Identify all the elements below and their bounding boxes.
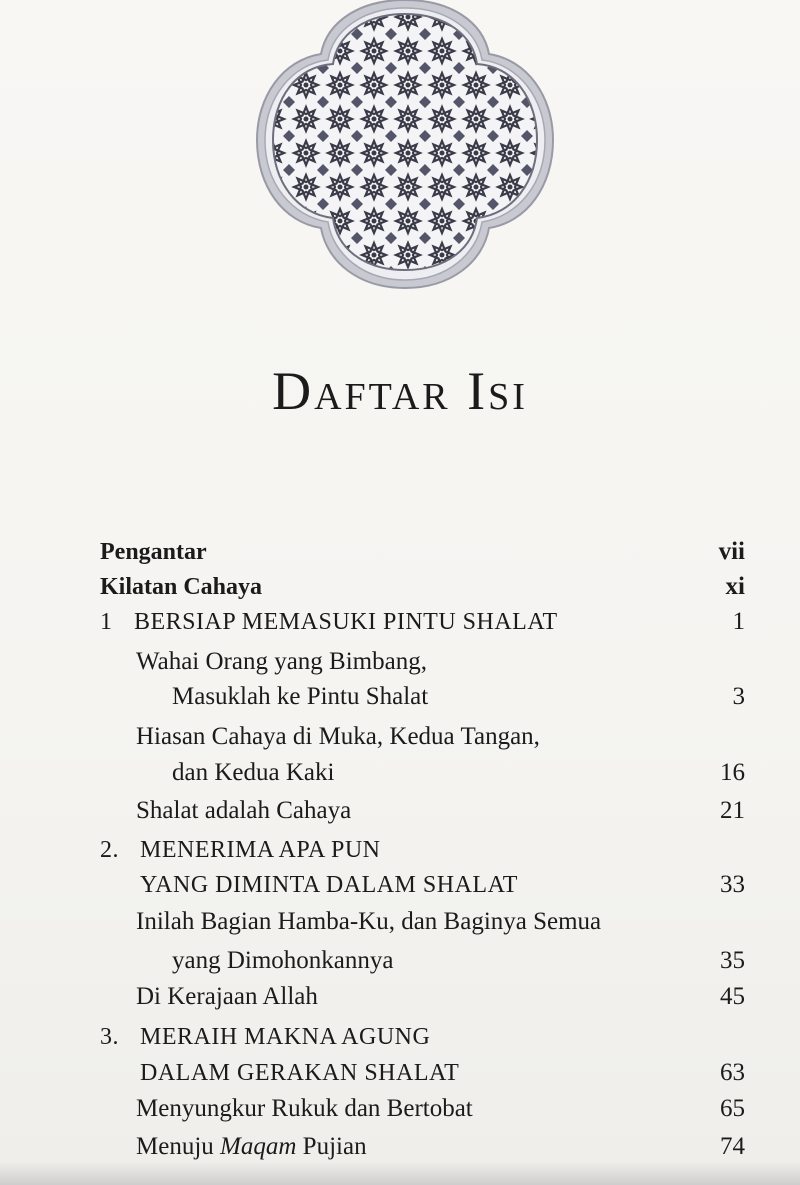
toc-entry-text: Menuju — [136, 1133, 221, 1160]
toc-entry-page: vii — [718, 538, 745, 565]
toc-entry-text: Inilah Bagian Hamba-Ku, dan Baginya Semua — [136, 908, 602, 935]
toc-entry-text: Hiasan Cahaya di Muka, Kedua Tangan, — [136, 723, 540, 750]
toc-entry-text: yang Dimohonkannya — [172, 947, 394, 974]
toc-entry-page: 65 — [720, 1095, 745, 1122]
toc-entry-text: Di Kerajaan Allah — [136, 983, 318, 1010]
toc-subentry — [100, 978, 745, 1016]
toc-entry-page: 3 — [732, 683, 745, 710]
chapter-title: MERAIH MAKNA AGUNG — [140, 1024, 431, 1050]
page-edge-shadow — [0, 1161, 800, 1185]
toc-entry-pengantar — [100, 533, 745, 571]
toc-subentry-continued — [100, 942, 745, 980]
toc-chapter-2 — [100, 831, 745, 869]
toc-entry-text: Menyungkur Rukuk dan Bertobat — [136, 1095, 473, 1122]
toc-chapter-1 — [100, 603, 745, 641]
toc-subentry-continued — [100, 754, 745, 792]
toc-entry-kilatan-cahaya — [100, 568, 745, 606]
toc-subentry — [100, 643, 745, 681]
toc-entry-text: Masuklah ke Pintu Shalat — [172, 683, 429, 710]
toc-entry-page: 1 — [732, 608, 745, 635]
toc-entry-text: Wahai Orang yang Bimbang, — [136, 648, 427, 675]
toc-subentry-continued — [100, 678, 745, 716]
toc-chapter-3 — [100, 1018, 745, 1056]
chapter-title: MENERIMA APA PUN — [140, 837, 381, 863]
toc-subentry — [100, 792, 745, 830]
chapter-title: DALAM GERAKAN SHALAT — [140, 1060, 460, 1086]
chapter-number: 1 — [100, 609, 113, 635]
toc-entry-page: xi — [725, 573, 745, 600]
toc-entry-text: Pujian — [296, 1133, 367, 1160]
toc-subentry — [100, 718, 745, 756]
chapter-title: YANG DIMINTA DALAM SHALAT — [140, 872, 518, 898]
chapter-number: 3. — [100, 1024, 119, 1050]
toc-entry-page: 35 — [720, 947, 745, 974]
toc-subentry — [100, 903, 745, 941]
toc-entry-text: Kilatan Cahaya — [100, 574, 263, 600]
chapter-number: 2. — [100, 837, 119, 863]
toc-entry-page: 45 — [720, 983, 745, 1010]
toc-entry-page: 33 — [720, 871, 745, 898]
toc-entry-page: 74 — [720, 1133, 745, 1160]
toc-entry-page: 21 — [720, 797, 745, 824]
page-title: Daftar Isi — [272, 361, 528, 422]
toc-entry-text: dan Kedua Kaki — [172, 759, 335, 786]
toc-entry-page: 16 — [720, 759, 745, 786]
toc-entry-page: 63 — [720, 1059, 745, 1086]
toc-entry-italic-term: Maqam — [220, 1133, 297, 1160]
chapter-title: BERSIAP MEMASUKI PINTU SHALAT — [134, 609, 558, 635]
toc-subentry — [100, 1090, 745, 1128]
toc-chapter-title-continued — [100, 1054, 745, 1092]
toc-entry-text: Shalat adalah Cahaya — [136, 797, 352, 824]
toc-entry-text: Pengantar — [100, 539, 207, 565]
toc-chapter-title-continued — [100, 866, 745, 904]
